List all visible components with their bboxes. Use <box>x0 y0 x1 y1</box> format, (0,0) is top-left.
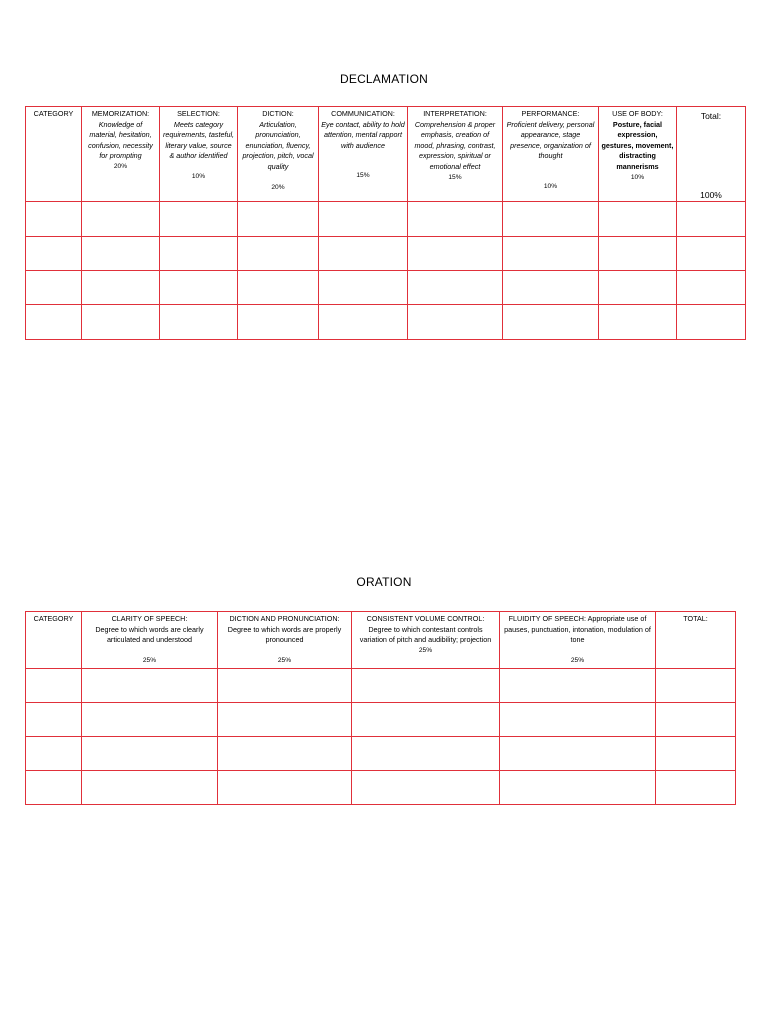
score-cell[interactable] <box>352 771 500 805</box>
score-cell[interactable] <box>677 237 746 271</box>
score-cell[interactable] <box>319 271 408 305</box>
header-total <box>677 107 746 202</box>
header-total <box>656 612 736 669</box>
score-cell[interactable] <box>319 202 408 237</box>
criterion-description: Articulation, pronunciation, enunciation, fluency, projection, pitch, vocal quality <box>242 119 314 171</box>
criterion-label: DICTION: <box>262 109 294 118</box>
score-cell[interactable] <box>218 703 352 737</box>
criterion-label: CONSISTENT VOLUME CONTROL: <box>366 614 485 623</box>
score-row <box>26 305 746 340</box>
score-cell[interactable] <box>238 305 319 340</box>
criterion-description: Eye contact, ability to hold attention, mental rapport with audience <box>321 119 405 150</box>
criterion-weight: 25% <box>570 656 585 664</box>
score-cell[interactable] <box>599 202 677 237</box>
total-label: Total: <box>700 111 722 121</box>
score-cell[interactable] <box>82 669 218 703</box>
header-performance <box>503 107 599 202</box>
score-cell[interactable] <box>656 771 736 805</box>
score-cell[interactable] <box>656 703 736 737</box>
header-selection <box>160 107 238 202</box>
score-cell[interactable] <box>82 237 160 271</box>
declamation-rubric-table <box>25 106 746 340</box>
score-cell[interactable] <box>677 271 746 305</box>
score-cell[interactable] <box>82 202 160 237</box>
score-cell[interactable] <box>218 737 352 771</box>
score-cell[interactable] <box>408 202 503 237</box>
score-row <box>26 669 736 703</box>
criterion-label: INTERPRETATION: <box>423 109 487 118</box>
score-cell[interactable] <box>408 271 503 305</box>
score-cell[interactable] <box>319 305 408 340</box>
score-cell[interactable] <box>26 771 82 805</box>
criterion-weight: 25% <box>418 646 433 654</box>
score-row <box>26 737 736 771</box>
score-cell[interactable] <box>677 202 746 237</box>
score-cell[interactable] <box>352 669 500 703</box>
score-cell[interactable] <box>26 737 82 771</box>
header-memorization <box>82 107 160 202</box>
score-cell[interactable] <box>160 271 238 305</box>
score-cell[interactable] <box>82 305 160 340</box>
criterion-description: Knowledge of material, hesitation, confusion, necessity for prompting <box>88 119 153 161</box>
score-cell[interactable] <box>82 737 218 771</box>
header-diction <box>238 107 319 202</box>
score-cell[interactable] <box>500 669 656 703</box>
score-cell[interactable] <box>26 271 82 305</box>
score-cell[interactable] <box>677 305 746 340</box>
score-cell[interactable] <box>503 271 599 305</box>
criterion-label: USE OF BODY: <box>612 109 663 118</box>
criterion-weight: 20% <box>113 162 128 170</box>
score-cell[interactable] <box>599 305 677 340</box>
criterion-description: Posture, facial expression, gestures, movement, distracting mannerisms <box>601 119 674 171</box>
score-cell[interactable] <box>218 771 352 805</box>
score-cell[interactable] <box>503 237 599 271</box>
score-cell[interactable] <box>238 202 319 237</box>
score-cell[interactable] <box>82 771 218 805</box>
header-use-of-body <box>599 107 677 202</box>
score-cell[interactable] <box>160 305 238 340</box>
score-cell[interactable] <box>408 237 503 271</box>
header-diction-and-pronunciation <box>218 612 352 669</box>
score-cell[interactable] <box>238 237 319 271</box>
criterion-description: Meets category requirements, tasteful, literary value, source & author identified <box>162 119 235 161</box>
score-cell[interactable] <box>656 737 736 771</box>
criterion-label: CLARITY OF SPEECH: <box>111 614 188 623</box>
criterion-weight: 15% <box>356 172 370 180</box>
header-interpretation <box>408 107 503 202</box>
score-row <box>26 271 746 305</box>
score-cell[interactable] <box>26 202 82 237</box>
score-row <box>26 703 736 737</box>
oration-header-row <box>26 612 736 669</box>
criterion-weight: 10% <box>543 182 558 190</box>
criterion-description: FLUIDITY OF SPEECH: Appropriate use of pauses, punctuation, intonation, modulation of tone <box>504 614 651 645</box>
score-row <box>26 202 746 237</box>
criterion-weight: 10% <box>630 173 645 181</box>
score-cell[interactable] <box>319 237 408 271</box>
criterion-description: Comprehension & proper emphasis, creation of mood, phrasing, contrast, expression, spiritual or emotional effect <box>414 119 496 171</box>
score-cell[interactable] <box>352 703 500 737</box>
header-category: CATEGORY <box>26 107 82 202</box>
score-cell[interactable] <box>218 669 352 703</box>
score-cell[interactable] <box>503 202 599 237</box>
score-cell[interactable] <box>599 271 677 305</box>
header-category: CATEGORY <box>26 612 82 669</box>
criterion-label: DICTION AND PRONUNCIATION: <box>229 614 340 623</box>
criterion-description: Degree to which words are clearly articulated and understood <box>95 624 204 645</box>
criterion-weight: 25% <box>277 656 292 664</box>
criterion-label: SELECTION: <box>177 109 220 118</box>
score-row <box>26 771 736 805</box>
header-clarity-of-speech <box>82 612 218 669</box>
score-row <box>26 237 746 271</box>
header-consistent-volume-control <box>352 612 500 669</box>
criterion-description: Proficient delivery, personal appearance, stage presence, organization of thought <box>506 119 595 161</box>
criterion-label: PERFORMANCE: <box>521 109 580 118</box>
score-cell[interactable] <box>352 737 500 771</box>
criterion-label: MEMORIZATION: <box>91 109 150 118</box>
score-cell[interactable] <box>500 737 656 771</box>
score-cell[interactable] <box>503 305 599 340</box>
criterion-weight: 25% <box>142 656 157 664</box>
score-cell[interactable] <box>160 202 238 237</box>
score-cell[interactable] <box>82 703 218 737</box>
score-cell[interactable] <box>26 237 82 271</box>
score-cell[interactable] <box>238 271 319 305</box>
score-cell[interactable] <box>26 703 82 737</box>
score-cell[interactable] <box>500 771 656 805</box>
oration-title: ORATION <box>356 575 412 589</box>
criterion-description: Degree to which contestant controls variation of pitch and audibility; projection <box>359 624 492 645</box>
criterion-description: Degree to which words are properly pronounced <box>227 624 342 645</box>
header-fluidity-of-speech <box>500 612 656 669</box>
criterion-weight: 20% <box>271 183 285 191</box>
score-cell[interactable] <box>656 669 736 703</box>
score-cell[interactable] <box>408 305 503 340</box>
header-communication <box>319 107 408 202</box>
total-weight: 100% <box>700 190 722 201</box>
score-cell[interactable] <box>160 237 238 271</box>
declamation-title: DECLAMATION <box>340 72 428 86</box>
criterion-weight: 15% <box>448 173 462 181</box>
criterion-label: FLUIDITY OF SPEECH: <box>508 614 586 623</box>
declamation-header-row <box>26 107 746 202</box>
score-cell[interactable] <box>26 669 82 703</box>
criterion-label: COMMUNICATION: <box>331 109 395 118</box>
score-cell[interactable] <box>26 305 82 340</box>
oration-rubric-table <box>25 611 736 805</box>
score-cell[interactable] <box>599 237 677 271</box>
score-cell[interactable] <box>500 703 656 737</box>
score-cell[interactable] <box>82 271 160 305</box>
criterion-weight: 10% <box>191 172 206 180</box>
total-label: TOTAL: <box>683 614 708 623</box>
